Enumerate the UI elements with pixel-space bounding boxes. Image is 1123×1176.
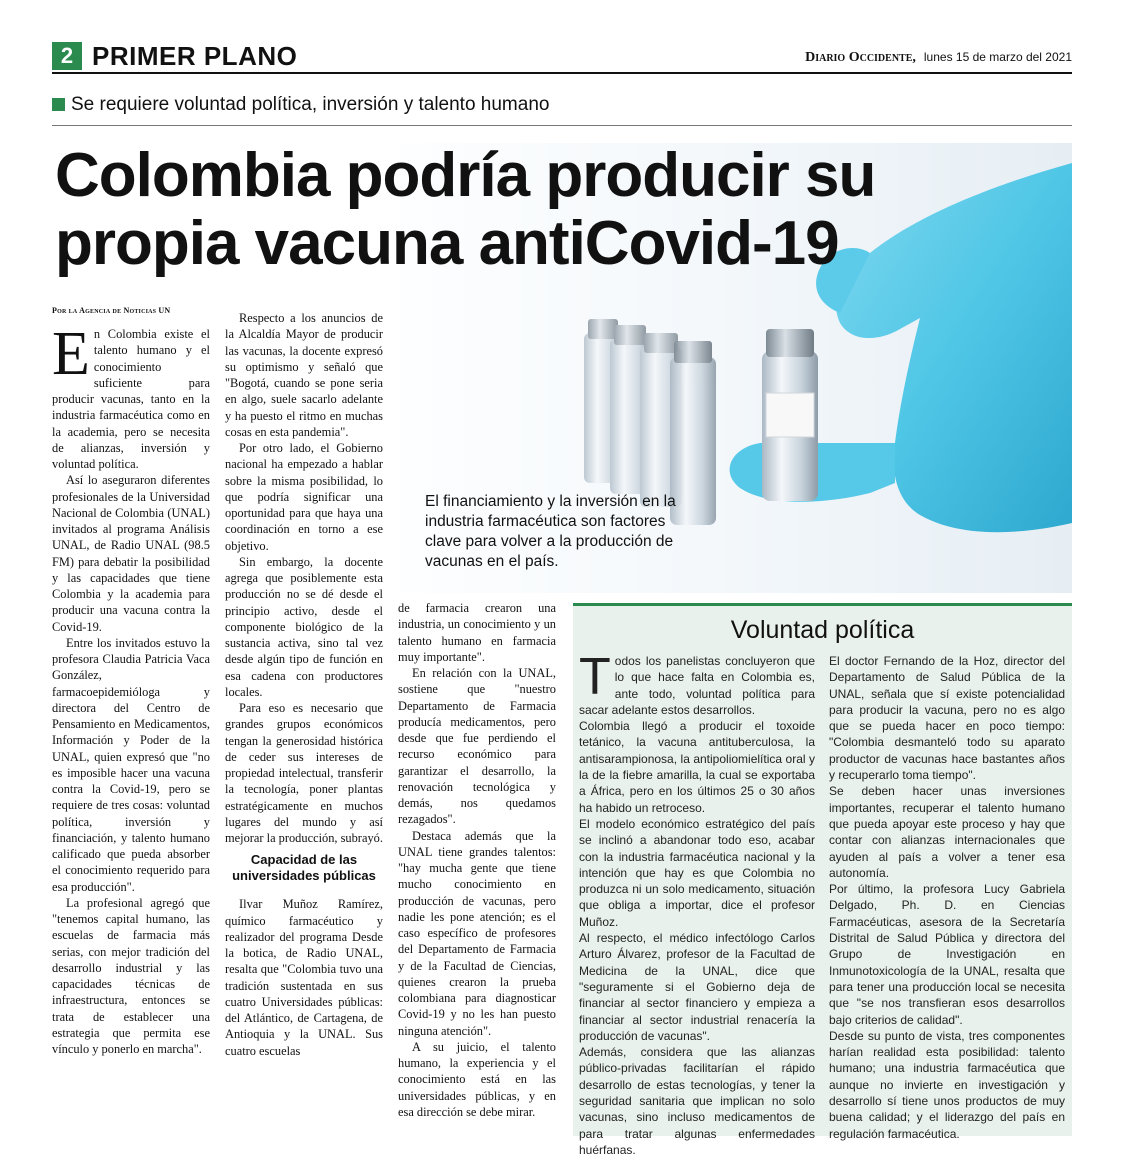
sidebar-box — [573, 603, 1072, 1157]
paragraph: Entre los invitados estuvo la profesora Claudia Patricia Vaca González, farmacoepidemióloga y directora del Centro de Pensamiento en Medicamentos, Información y Poder de la UNAL, quien expresó que "no es imposible hacer una vacuna contra la Covid-19, pero se requiere de tres cosas: voluntad política, inversión y financiación, y talento humano calificado que pueda absorber el conocimiento requerido para esa producción". — [52, 635, 210, 894]
paragraph: El modelo económico estratégico del país se inclinó a abandonar todo eso, acabar con la industria farmacéutica nacional y la intención que hay es que Colombia no produzca ni un solo medicamento, situación que obliga a importar, dice el profesor Muñoz. — [579, 816, 815, 929]
paragraph: de farmacia crearon una industria, un conocimiento y un talento humano en farmacia muy importante". — [398, 601, 556, 664]
paragraph: Al respecto, el médico infectólogo Carlos Arturo Álvarez, profesor de la Facultad de Medicina de la UNAL, dice que "seguramente si el Gobierno deja de financiar al sector financiero y empieza a financiar al sector industrial renacería la producción de vacunas". — [579, 931, 815, 1043]
headline: Colombia podría producir su propia vacuna antiCovid-19 — [55, 141, 876, 278]
paragraph: Además, considera que las alianzas público-privadas facilitarían el rápido desarrollo de estas tecnologías, y tener la seguridad sanitaria que implican no solo vacunas, sino incluso medicamentos de para tratar algunas enfermedades huérfanas. — [579, 1045, 815, 1157]
paragraph: Para eso es necesario que grandes grupos económicos tengan la generosidad histórica de ceder sus intereses de propiedad intelectual, transferir la tecnología, poner plantas estratégicamente en muchos lugares del mundo y así mejorar la producción, subrayó. — [225, 701, 383, 845]
kicker-text: Se requiere voluntad política, inversión y talento humano — [71, 94, 550, 115]
section-title: PRIMER PLANO — [92, 41, 298, 71]
paragraph: La profesional agregó que "tenemos capital humano, las escuelas de farmacia más serias, con mejor tradición del desarrollo industrial y las capacidades técnicas de infraestructura, entonces se trata de establecer una estrategia que permita ese vínculo y ponerlo en marcha". — [52, 895, 210, 1056]
byline: Por la Agencia de Noticias UN — [52, 306, 171, 315]
drop-cap: E — [52, 320, 90, 388]
paragraph: Así lo aseguraron diferentes profesionales de la Universidad Nacional de Colombia (UNAL) invitados al programa Análisis UNAL, de Radio UNAL (98.5 FM) para debatir la posibilidad y las capacidades que tiene Colombia y la academia para producir una vacuna contra la Covid-19. — [52, 473, 210, 634]
paragraph: Ilvar Muñoz Ramírez, químico farmacéutico y realizador del programa Desde la botica, de Radio UNAL, resalta que "Colombia tuvo una tradición sustentada en sus cuatro Universidades públicas: del Atlántico, de Cartagena, de Antioquia y la UNAL. Sus cuatro escuelas — [225, 897, 383, 1058]
paragraph: Desde su punto de vista, tres componentes harían realidad esta posibilidad: talento humano; una industria farmacéutica que aunque no invierte en investigación y desarrollo sí tiene unos productos de muy buena calidad; y el liderazgo del país en regulación farmacéutica. — [829, 1028, 1065, 1141]
paragraph: Por otro lado, el Gobierno nacional ha empezado a hablar sobre la misma posibilidad, lo que podría significar una oportunidad para que haya una coordinación en torno a ese objetivo. — [225, 441, 383, 553]
photo-caption: El financiamiento y la inversión en la industria farmacéutica son factores clave para volver a la producción de vacunas en el país. — [425, 493, 676, 570]
kicker-square-icon — [52, 98, 65, 111]
paragraph: Se deben hacer unas inversiones importantes, recuperar el talento humano que pueda apoyar este proceso y hay que contar con alianzas internacionales que ayuden al país a volver a tener esa autonomía. — [829, 784, 1065, 880]
box-title: Voluntad política — [730, 616, 915, 644]
box-column-2 — [829, 653, 1065, 1142]
article-subhead: Capacidad de las universidades públicas — [232, 852, 376, 884]
kicker — [52, 94, 549, 116]
page-header — [52, 40, 1072, 74]
paragraph: En Colombia existe el talento humano y el conocimiento suficiente para producir vacunas, tanto en la industria farmacéutica como en la academia, pero se necesita de alianzas, inversión y voluntad política. — [52, 320, 210, 471]
page-number: 2 — [52, 42, 82, 70]
paragraph: Todos los panelistas concluyeron que lo que hace falta en Colombia es, ante todo, voluntad política para sacar adelante estos desarrollos. — [579, 648, 815, 717]
issue-date: lunes 15 de marzo del 2021 — [923, 50, 1072, 64]
box-drop-cap: T — [579, 648, 611, 706]
box-column-1 — [579, 648, 815, 1158]
paragraph: Por último, la profesora Lucy Gabriela Delgado, Ph. D. en Ciencias Farmacéuticas, asesora de la Secretaría Distrital de Salud Pública y directora del Grupo de Investigación en Inmunotoxicología de la UNAL, resalta que para tener una producción local se necesita que "se nos transfieran esos desarrollos bajo criterios de calidad". — [829, 882, 1065, 1027]
paragraph: A su juicio, el talento humano, la experiencia y el conocimiento está en las universidades públicas, y en esa dirección se debe mirar. — [398, 1039, 556, 1119]
paragraph: Colombia llegó a producir el toxoide tetánico, la vacuna antituberculosa, la antisarampionosa, la antipoliomielítica oral y la de la fiebre amarilla, la cual se exportaba a África, pero en los últimos 25 o 30 años ha habido un retroceso. — [579, 719, 815, 815]
paper-meta — [805, 50, 1072, 66]
paragraph: Respecto a los anuncios de la Alcaldía Mayor de producir las vacunas, la docente expresó su optimismo y señaló que "Bogotá, cuando se pone seria en algo, suele sacarlo adelante y ha puesto el ritmo en muchas cosas en esta pandemia". — [225, 311, 383, 439]
kicker-divider — [52, 125, 1072, 126]
paper-name: Diario Occidente, — [805, 50, 916, 65]
paragraph: El doctor Fernando de la Hoz, director del Departamento de Salud Pública de la UNAL, señala que sí existe potencialidad para producir la vacuna, pero no es algo que se pueda hacer en poco tiempo: "Colombia desmanteló todo su aparato productor de vacunas hace bastantes años y recuperarlo toma tiempo". — [829, 654, 1065, 783]
article-column-2 — [225, 310, 383, 1059]
paragraph: Sin embargo, la docente agrega que posiblemente esta producción no se dé desde el principio activo, desde el componente biológico de la sustancia activa, sino tal vez desde algún tipo de función en esa cadena con productores locales. — [225, 554, 383, 699]
article-column-1 — [52, 320, 210, 1057]
paragraph: En relación con la UNAL, sostiene que "nuestro Departamento de Farmacia producía medicamentos, pero desde que fue perdiendo el recurso económico para garantizar el desarrollo, la renovación tecnológica y demás, nos quedamos rezagados". — [398, 666, 556, 827]
paragraph: Destaca además que la UNAL tiene grandes talentos: "hay mucha gente que tiene mucho conocimiento en producción de vacunas, pero nadie les pone atención; es el caso específico de profesores del Departamento de Farmacia y de la Facultad de Ciencias, quienes crearon la prueba colombiana para diagnosticar Covid-19 y no les han puesto ninguna atención". — [398, 828, 556, 1038]
article-column-3 — [398, 600, 556, 1120]
